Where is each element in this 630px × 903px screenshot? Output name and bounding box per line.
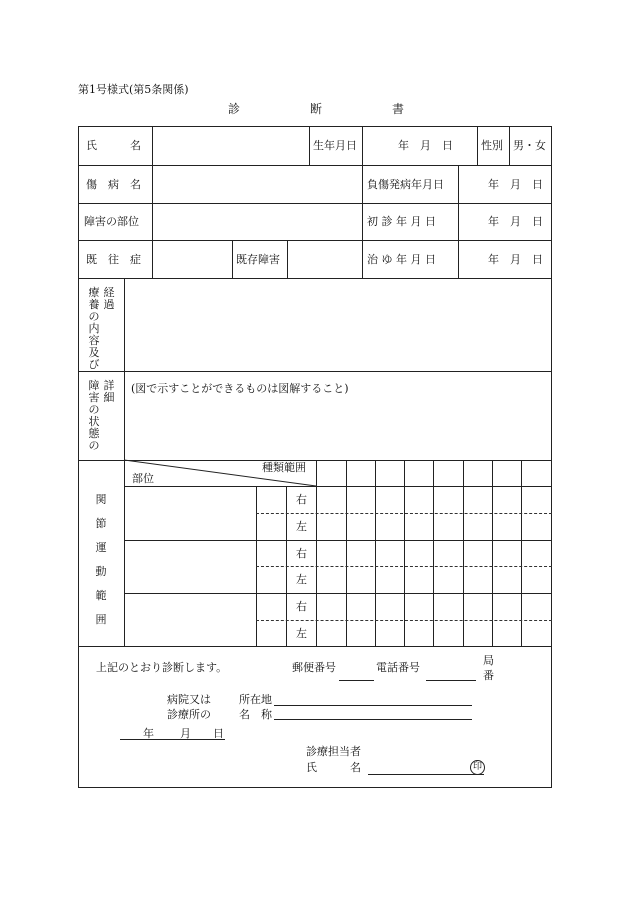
postal-code-blank[interactable] [339,680,374,681]
treatment-label-col1: 療養の内容及び [88,286,100,371]
number-char: 番 [483,669,494,682]
disease-label: 傷 病 名 [86,178,141,191]
birth-date-value[interactable]: 年 月 日 [398,139,453,152]
existing-disability-label: 既存障害 [236,253,280,266]
issue-date-day: 日 [213,727,224,740]
first-visit-label: 初 診 年 月 日 [367,215,436,228]
phone-blank[interactable] [426,680,476,681]
cure-date-value[interactable]: 年 月 日 [488,253,543,266]
issue-date-blank[interactable] [120,739,225,740]
name-label: 氏 名 [86,139,141,152]
issue-date-year: 年 [143,727,154,740]
hospital-label-line1: 病院又は [167,693,211,706]
first-visit-value[interactable]: 年 月 日 [488,215,543,228]
detail-label-col1: 障害の状態の [88,379,100,452]
rom-header-type: 種類範囲 [262,461,306,474]
title-char-1: 診 [228,102,241,116]
rom-right-2: 右 [296,547,307,560]
hospital-label-line2: 診療所の [167,708,211,721]
seal-mark: 印 [470,760,485,775]
title-char-3: 書 [392,102,405,116]
rom-label: 関節運動範囲 [95,493,107,626]
rom-header-part: 部位 [132,472,154,485]
rom-right-1: 右 [296,493,307,506]
address-label: 所在地 [239,693,272,706]
rom-right-3: 右 [296,600,307,613]
onset-date-value[interactable]: 年 月 日 [488,178,543,191]
facility-name-blank[interactable] [274,719,472,720]
detail-note: (図で示すことができるものは図解すること) [131,382,349,395]
diagnosis-statement: 上記のとおり診断します。 [96,661,228,674]
issue-date-month: 月 [180,727,191,740]
treatment-label-col2: 経過 [103,286,115,311]
doctor-label: 診療担当者 [306,745,361,758]
bureau-char: 局 [483,654,494,667]
address-blank[interactable] [274,705,472,706]
rom-left-2: 左 [296,573,307,586]
gender-label: 性別 [481,139,503,152]
cure-date-label: 治 ゆ 年 月 日 [367,253,436,266]
postal-code-label: 郵便番号 [292,661,336,674]
form-number: 第1号様式(第5条関係) [78,83,189,96]
phone-label: 電話番号 [376,661,420,674]
doctor-name-blank[interactable] [368,774,484,775]
facility-name-label: 名 称 [239,708,272,721]
history-label: 既 往 症 [86,253,141,266]
onset-date-label: 負傷発病年月日 [367,178,444,191]
rom-left-1: 左 [296,520,307,533]
rom-left-3: 左 [296,627,307,640]
detail-label-col2: 詳細 [103,379,115,404]
birth-date-label: 生年月日 [313,139,357,152]
site-label: 障害の部位 [84,215,139,228]
gender-options[interactable]: 男・女 [513,139,546,152]
title-char-2: 断 [310,102,323,116]
doctor-name-label: 氏 名 [306,761,361,774]
